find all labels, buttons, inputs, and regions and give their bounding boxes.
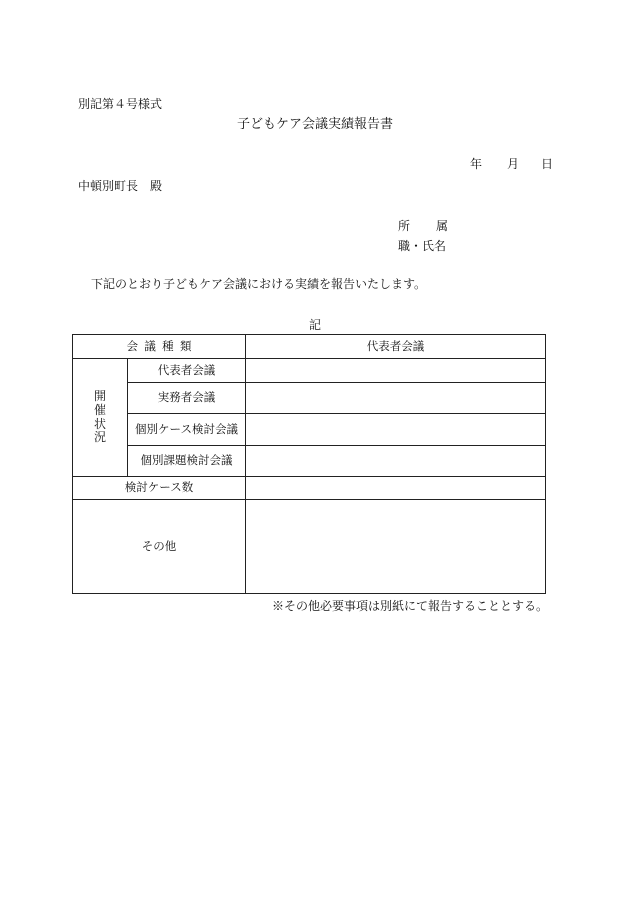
header-type-label: 会議種類: [126, 338, 198, 353]
header-value-cell: 代表者会議: [246, 335, 546, 359]
row-value-field[interactable]: [246, 414, 546, 446]
status-group-cell: [73, 359, 128, 477]
header-type-cell: [73, 335, 246, 359]
name-label: 職・氏名: [398, 239, 447, 253]
case-count-row: [73, 477, 546, 500]
row-label: 個別課題検討会議: [128, 446, 246, 477]
row-label: 代表者会議: [128, 359, 246, 383]
footnote: ※その他必要事項は別紙にて報告することとする。: [272, 599, 549, 613]
table-header-row: [73, 335, 546, 359]
ki-label: 記: [308, 318, 321, 332]
report-table: [72, 334, 546, 594]
affiliation-label-a: 所: [398, 219, 411, 233]
form-number: 別記第４号様式: [78, 97, 163, 111]
date-year-label: 年: [470, 157, 483, 171]
date-month-label: 月: [507, 157, 520, 171]
addressee: 中頓別町長 殿: [78, 179, 163, 193]
row-value-field[interactable]: [246, 383, 546, 414]
table-row: [73, 359, 546, 383]
table-row: [73, 414, 546, 446]
intro-text: 下記のとおり子どもケア会議における実績を報告いたします。: [91, 277, 427, 291]
table-row: [73, 383, 546, 414]
case-count-label: 検討ケース数: [73, 477, 246, 500]
affiliation-label: [398, 220, 448, 232]
row-value-field[interactable]: [246, 359, 546, 383]
other-field[interactable]: [246, 500, 546, 594]
affiliation-label-b: 属: [436, 219, 449, 233]
other-label: その他: [73, 500, 246, 594]
table-row: [73, 446, 546, 477]
document-title: 子どもケア会議実績報告書: [236, 117, 393, 132]
row-value-field[interactable]: [246, 446, 546, 477]
status-group-label: 開催状況: [94, 388, 107, 445]
row-label: 実務者会議: [128, 383, 246, 414]
row-label: 個別ケース検討会議: [128, 414, 246, 446]
other-row: [73, 500, 546, 594]
date-day-label: 日: [541, 157, 554, 171]
case-count-field[interactable]: [246, 477, 546, 500]
